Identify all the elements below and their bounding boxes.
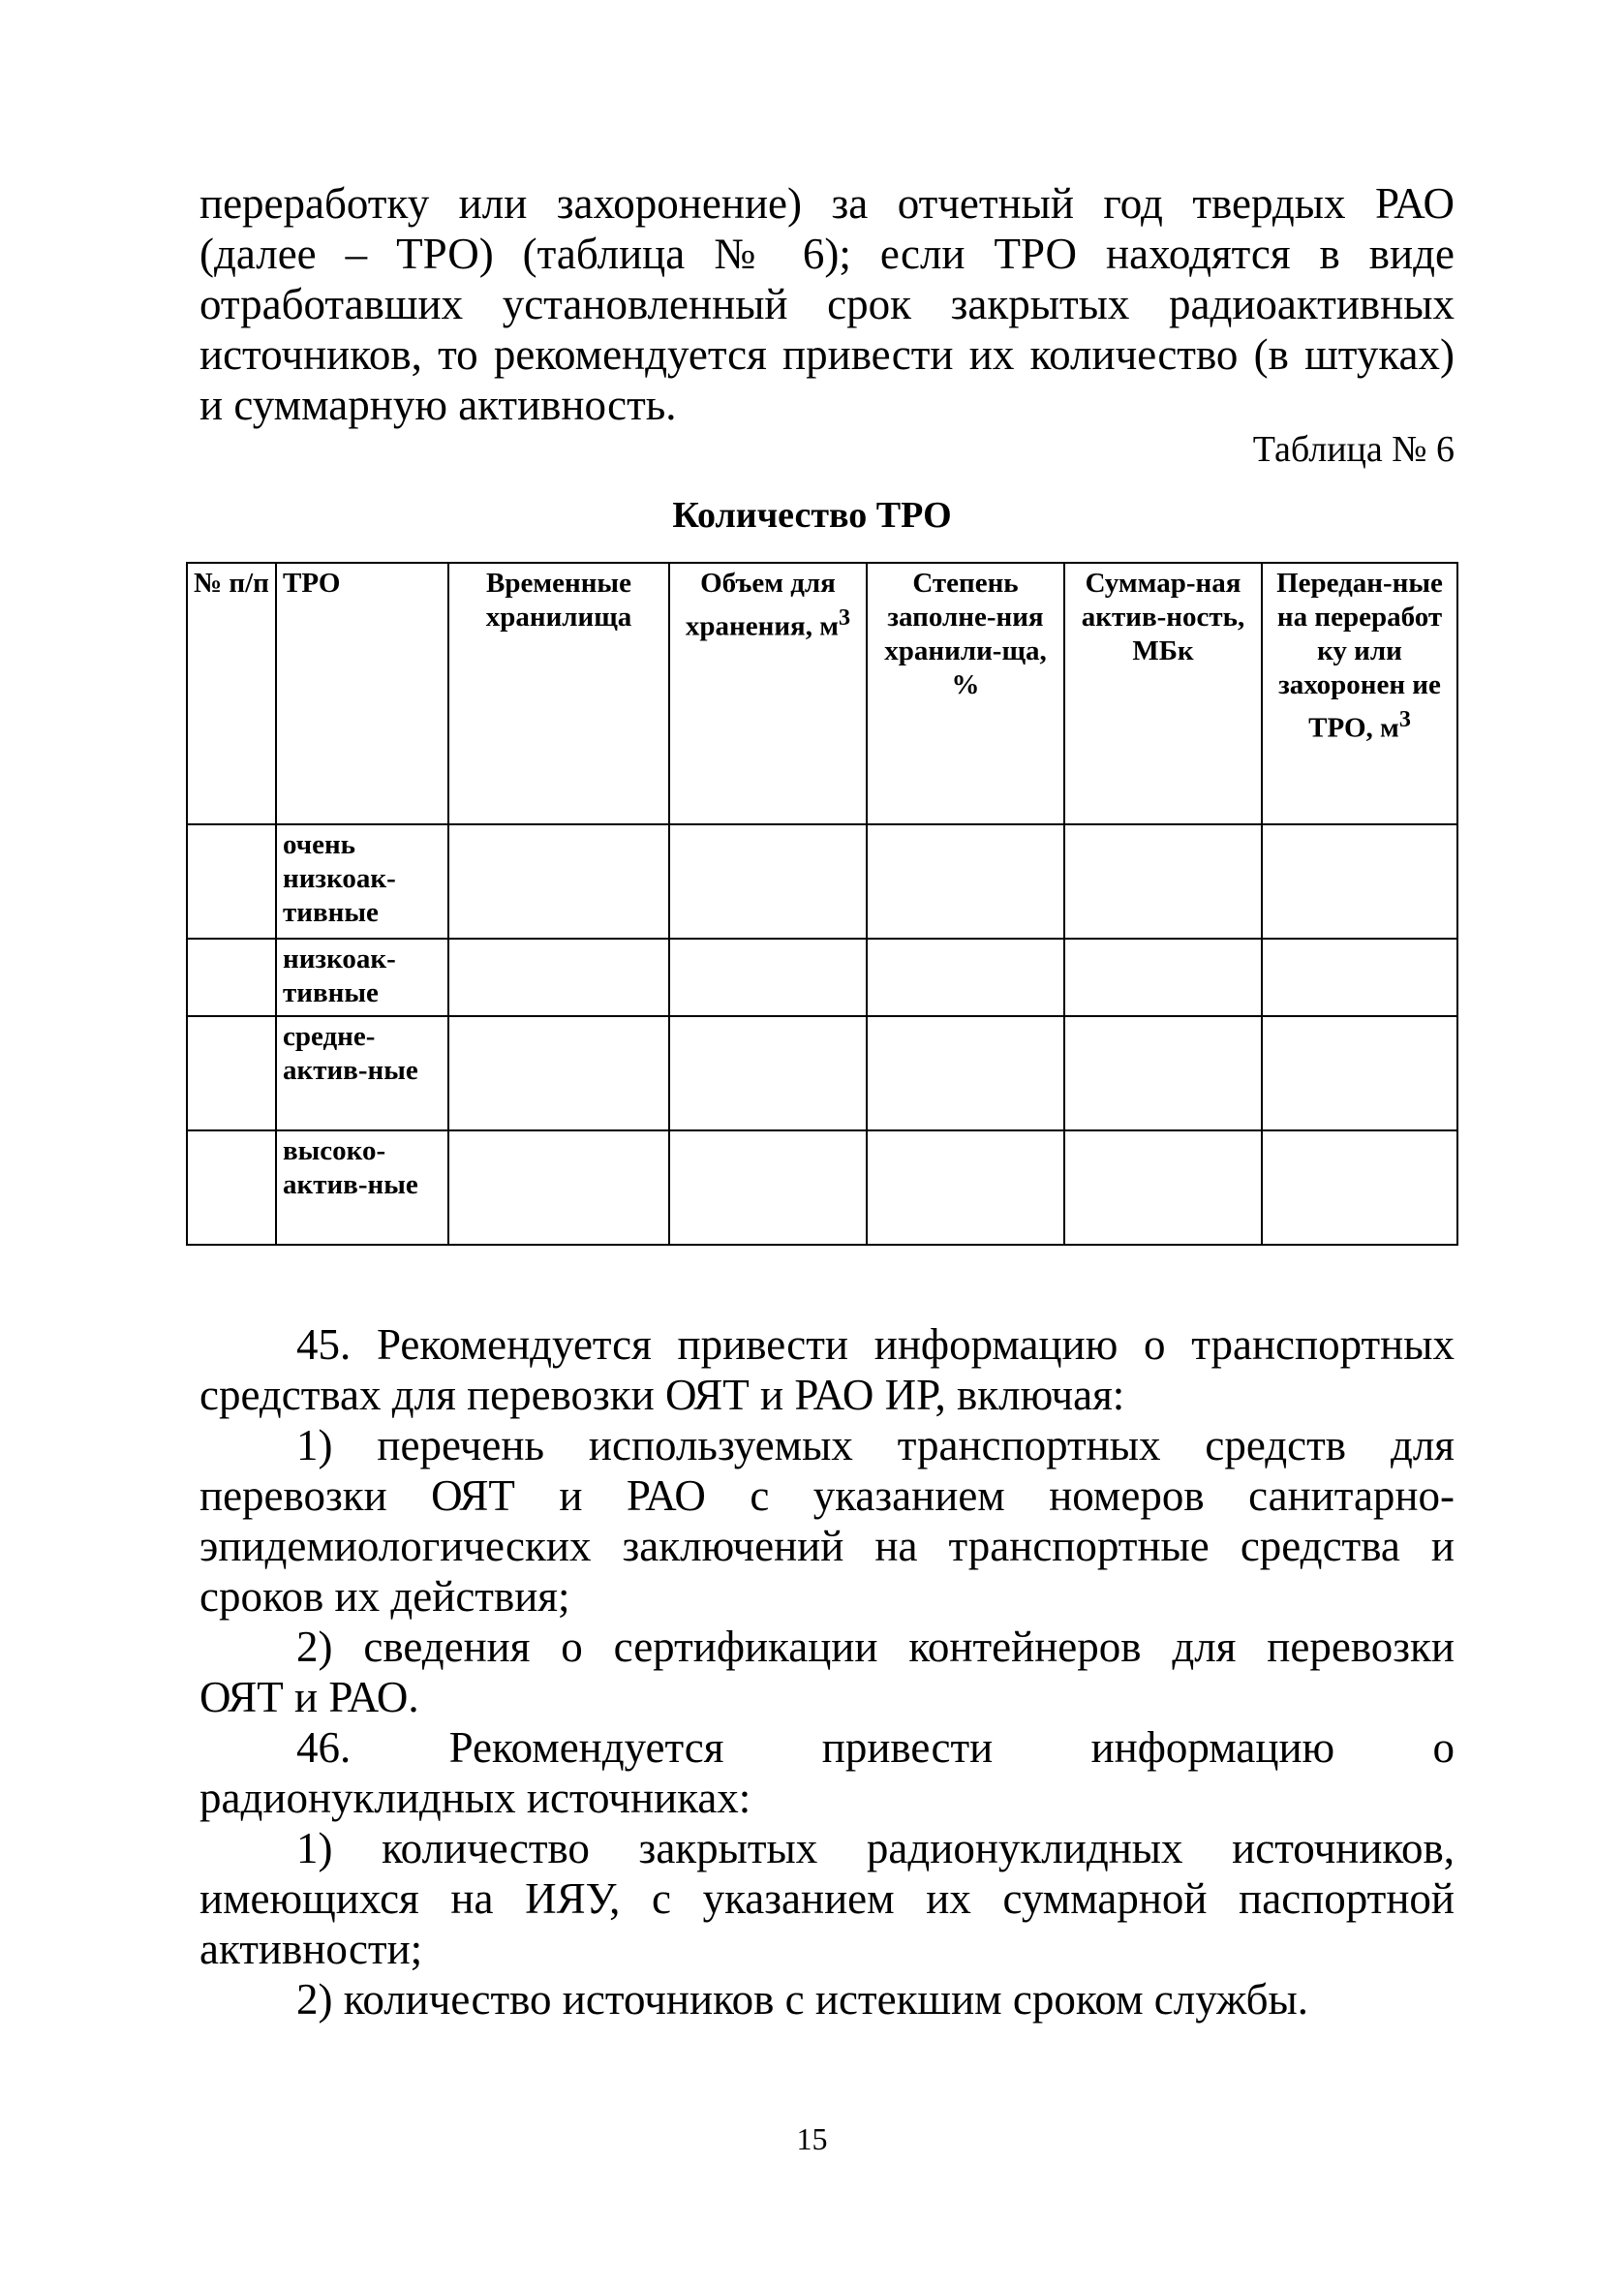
body-paragraphs: [199, 1319, 1455, 2025]
header-storage: Временные хранилища: [448, 563, 669, 824]
table-cell: [187, 1130, 276, 1245]
table-cell-category: высоко-актив-ные: [276, 1130, 448, 1245]
table-cell: [867, 1130, 1064, 1245]
text-line: отработавших установленный срок закрытых радиоактивных: [199, 280, 1455, 328]
text-line: перевозки ОЯТ и РАО с указанием номеров санитарно-: [199, 1471, 1455, 1520]
text-line: эпидемиологических заключений на транспортные средства и: [199, 1522, 1455, 1570]
header-fill: Степень заполне-ния хранили-ща, %: [867, 563, 1064, 824]
table-cell: [448, 1130, 669, 1245]
table-row: [187, 939, 1457, 1016]
table-cell: [187, 824, 276, 939]
table-title: Количество ТРО: [672, 495, 952, 536]
table-cell: [669, 824, 867, 939]
tro-table: [186, 562, 1458, 1246]
table-cell: [1064, 824, 1262, 939]
text-line: 45. Рекомендуется привести информацию о транспортных: [296, 1320, 1455, 1369]
header-transferred: [1262, 563, 1457, 824]
page-number: 15: [796, 2121, 828, 2156]
table-caption: Таблица № 6: [1252, 429, 1455, 470]
text-line: 1) количество закрытых радионуклидных источников,: [296, 1824, 1455, 1872]
text-line: ОЯТ и РАО.: [199, 1673, 419, 1721]
text-line: источников, то рекомендуется привести их количество (в штуках): [199, 330, 1455, 379]
text-line: 1) перечень используемых транспортных средств для: [296, 1421, 1455, 1469]
table-cell: [669, 1130, 867, 1245]
table-cell: [448, 824, 669, 939]
text-line: и суммарную активность.: [199, 381, 677, 429]
text-line: 46. Рекомендуется привести информацию о: [296, 1723, 1455, 1772]
header-num: № п/п: [187, 563, 276, 824]
table-row: [187, 1130, 1457, 1245]
header-volume: [669, 563, 867, 824]
text-line: переработку или захоронение) за отчетный год твердых РАО: [199, 179, 1455, 228]
text-line: средствах для перевозки ОЯТ и РАО ИР, включая:: [199, 1371, 1125, 1419]
table-cell-category: низкоак-тивные: [276, 939, 448, 1016]
text-line: 2) сведения о сертификации контейнеров для перевозки: [296, 1623, 1455, 1671]
table-cell: [1262, 824, 1457, 939]
table-cell-category: средне-актив-ные: [276, 1016, 448, 1130]
paragraph-46: [199, 1722, 1455, 2025]
header-activity: Суммар-ная актив-ность, МБк: [1064, 563, 1262, 824]
table-cell: [448, 1016, 669, 1130]
table-cell: [187, 1016, 276, 1130]
table-cell: [187, 939, 276, 1016]
text-line: (далее – ТРО) (таблица № 6); если ТРО находятся в виде: [199, 230, 1455, 278]
text-line: имеющихся на ИЯУ, с указанием их суммарной паспортной: [199, 1874, 1455, 1923]
table-header-row: [187, 563, 1457, 824]
table-cell: [1262, 1016, 1457, 1130]
table-cell: [1064, 1130, 1262, 1245]
table-row: [187, 824, 1457, 939]
table-cell: [669, 939, 867, 1016]
paragraph-45: [199, 1319, 1455, 1722]
header-transferred-text: Передан-ные на переработ ку или захоронен ие ТРО, м: [1276, 568, 1443, 744]
table-cell: [867, 939, 1064, 1016]
table-cell: [867, 1016, 1064, 1130]
table-cell: [1064, 1016, 1262, 1130]
header-tro: ТРО: [276, 563, 448, 824]
text-line: радионуклидных источниках:: [199, 1774, 751, 1822]
text-line: активности;: [199, 1925, 423, 1973]
superscript-3: 3: [839, 604, 851, 631]
table-cell: [867, 824, 1064, 939]
superscript-3: 3: [1398, 706, 1411, 732]
text-line: сроков их действия;: [199, 1572, 570, 1621]
table-cell: [1262, 939, 1457, 1016]
table-row: [187, 1016, 1457, 1130]
text-line: 2) количество источников с истекшим сроком службы.: [296, 1975, 1309, 2024]
table-cell: [448, 939, 669, 1016]
header-volume-text: Объем для хранения, м: [685, 568, 839, 642]
table-cell: [1262, 1130, 1457, 1245]
table-cell: [1064, 939, 1262, 1016]
table-cell-category: очень низкоак-тивные: [276, 824, 448, 939]
table-cell: [669, 1016, 867, 1130]
intro-paragraph: [199, 178, 1455, 430]
